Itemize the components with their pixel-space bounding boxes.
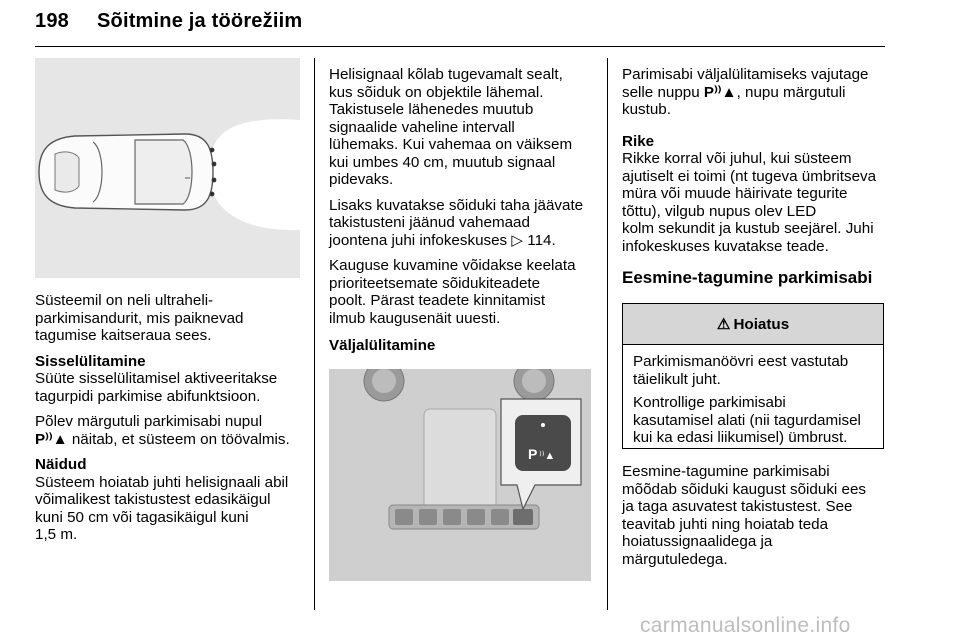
header-rule [35, 46, 885, 47]
warning-header [623, 304, 883, 345]
front-rear-paragraph: Eesmine-tagumine parkimisabi mõõdab sõiduki kaugust sõiduki ees ja taga asuvatest takistustest. See teavitab juhti ning hoiatab teda hoiatussignaalidega ja märgutuledega. [622, 463, 866, 568]
warning-title: Hoiatus [733, 315, 790, 333]
parking-button-label: P [528, 446, 538, 462]
ready-paragraph [35, 413, 303, 448]
column-divider-2 [607, 58, 608, 610]
enable-paragraph: Süüte sisselülitamisel aktiveeritakse tagurpidi parkimise abifunktsioon. [35, 370, 278, 405]
disable-paragraph: Parimisabi väljalülitamiseks vajutage selle nuppu P⁾⁾▲, nupu märgutuli kustub. [622, 66, 869, 118]
intro-paragraph: Süsteemil on neli ultraheli- parkimisandurit, mis paiknevad tagumise kaitseraua sees. [35, 292, 244, 344]
column-2 [329, 66, 594, 355]
parking-assist-symbol-icon: P⁾⁾▲ [35, 430, 68, 448]
car-sensor-illustration [35, 58, 300, 278]
sound-paragraph: Helisignaal kõlab tugevamalt sealt, kus sõiduk on objektile lähemal. Takistusele lähenedes muutub signaalide vaheline intervall lühemaks. Kui vahemaa on väiksem kui umbes 40 cm, muutub signaal pidevaks. [329, 66, 573, 188]
chapter-title: Sõitmine ja töörežiim [96, 10, 303, 32]
column-divider-1 [314, 58, 315, 610]
warning-box [622, 303, 884, 449]
warning-triangle-icon: ⚠ [716, 316, 731, 333]
page-header [35, 10, 302, 33]
watermark: carmanualsonline.info [640, 614, 851, 637]
distance-paragraph: Lisaks kuvatakse sõiduki taha jäävate takistusteni jäänud vahemaad joontena juhi infokeskuses ▷ 114. [329, 196, 584, 249]
warning-paragraph-2: Kontrollige parkimisabi kasutamisel alati (nii tagurdamisel kui ka edasi liikumisel) ümbrust. [633, 394, 861, 446]
car-top-view-icon [35, 58, 300, 278]
console-button-illustration [329, 369, 591, 581]
display-paragraph: Süsteem hoiatab juhti helisignaali abil võimalikest takistustest edasikäigul kuni 50 cm või tagasikäigul kuni 1,5 m. [35, 473, 289, 543]
warning-paragraph-1: Parkimismanöövri eest vastutab täielikult juht. [633, 353, 849, 388]
column-3-lower [622, 463, 887, 576]
column-1 [35, 292, 303, 552]
svg-text:⁾⁾▲: ⁾⁾▲ [539, 450, 556, 462]
fault-heading: Rike [622, 132, 655, 150]
disable-heading: Väljalülitamine [329, 337, 436, 354]
display-heading: Näidud [35, 456, 87, 473]
ready-text: Põlev märgutuli parkimisabi nupul [35, 413, 263, 430]
enable-heading: Sisselülitamine [35, 352, 146, 370]
ready-text-end: näitab, et süsteem on töövalmis. [67, 430, 290, 448]
column-3 [622, 66, 887, 299]
page-number: 198 [35, 10, 69, 32]
fault-paragraph: Rikke korral või juhul, kui süsteem ajutiselt ei toimi (nt tugeva ümbritseva müra või muude häirivate tegurite tõttu), vilgub nupus olev LED kolm sekundit ja kustub seejärel. Juhi infokeskuses kuvatakse teade. [622, 150, 877, 255]
parking-assist-symbol-icon: P⁾⁾▲ [703, 83, 737, 101]
console-icon [329, 369, 591, 581]
priority-paragraph: Kauguse kuvamine võidakse keelata prioriteetsemate sõidukiteadete poolt. Pärast teadete kinnitamist ilmub kaugusenäit uuesti. [329, 257, 576, 327]
warning-body [623, 345, 883, 447]
section-heading: Eesmine-tagumine parkimisabi [622, 268, 873, 287]
